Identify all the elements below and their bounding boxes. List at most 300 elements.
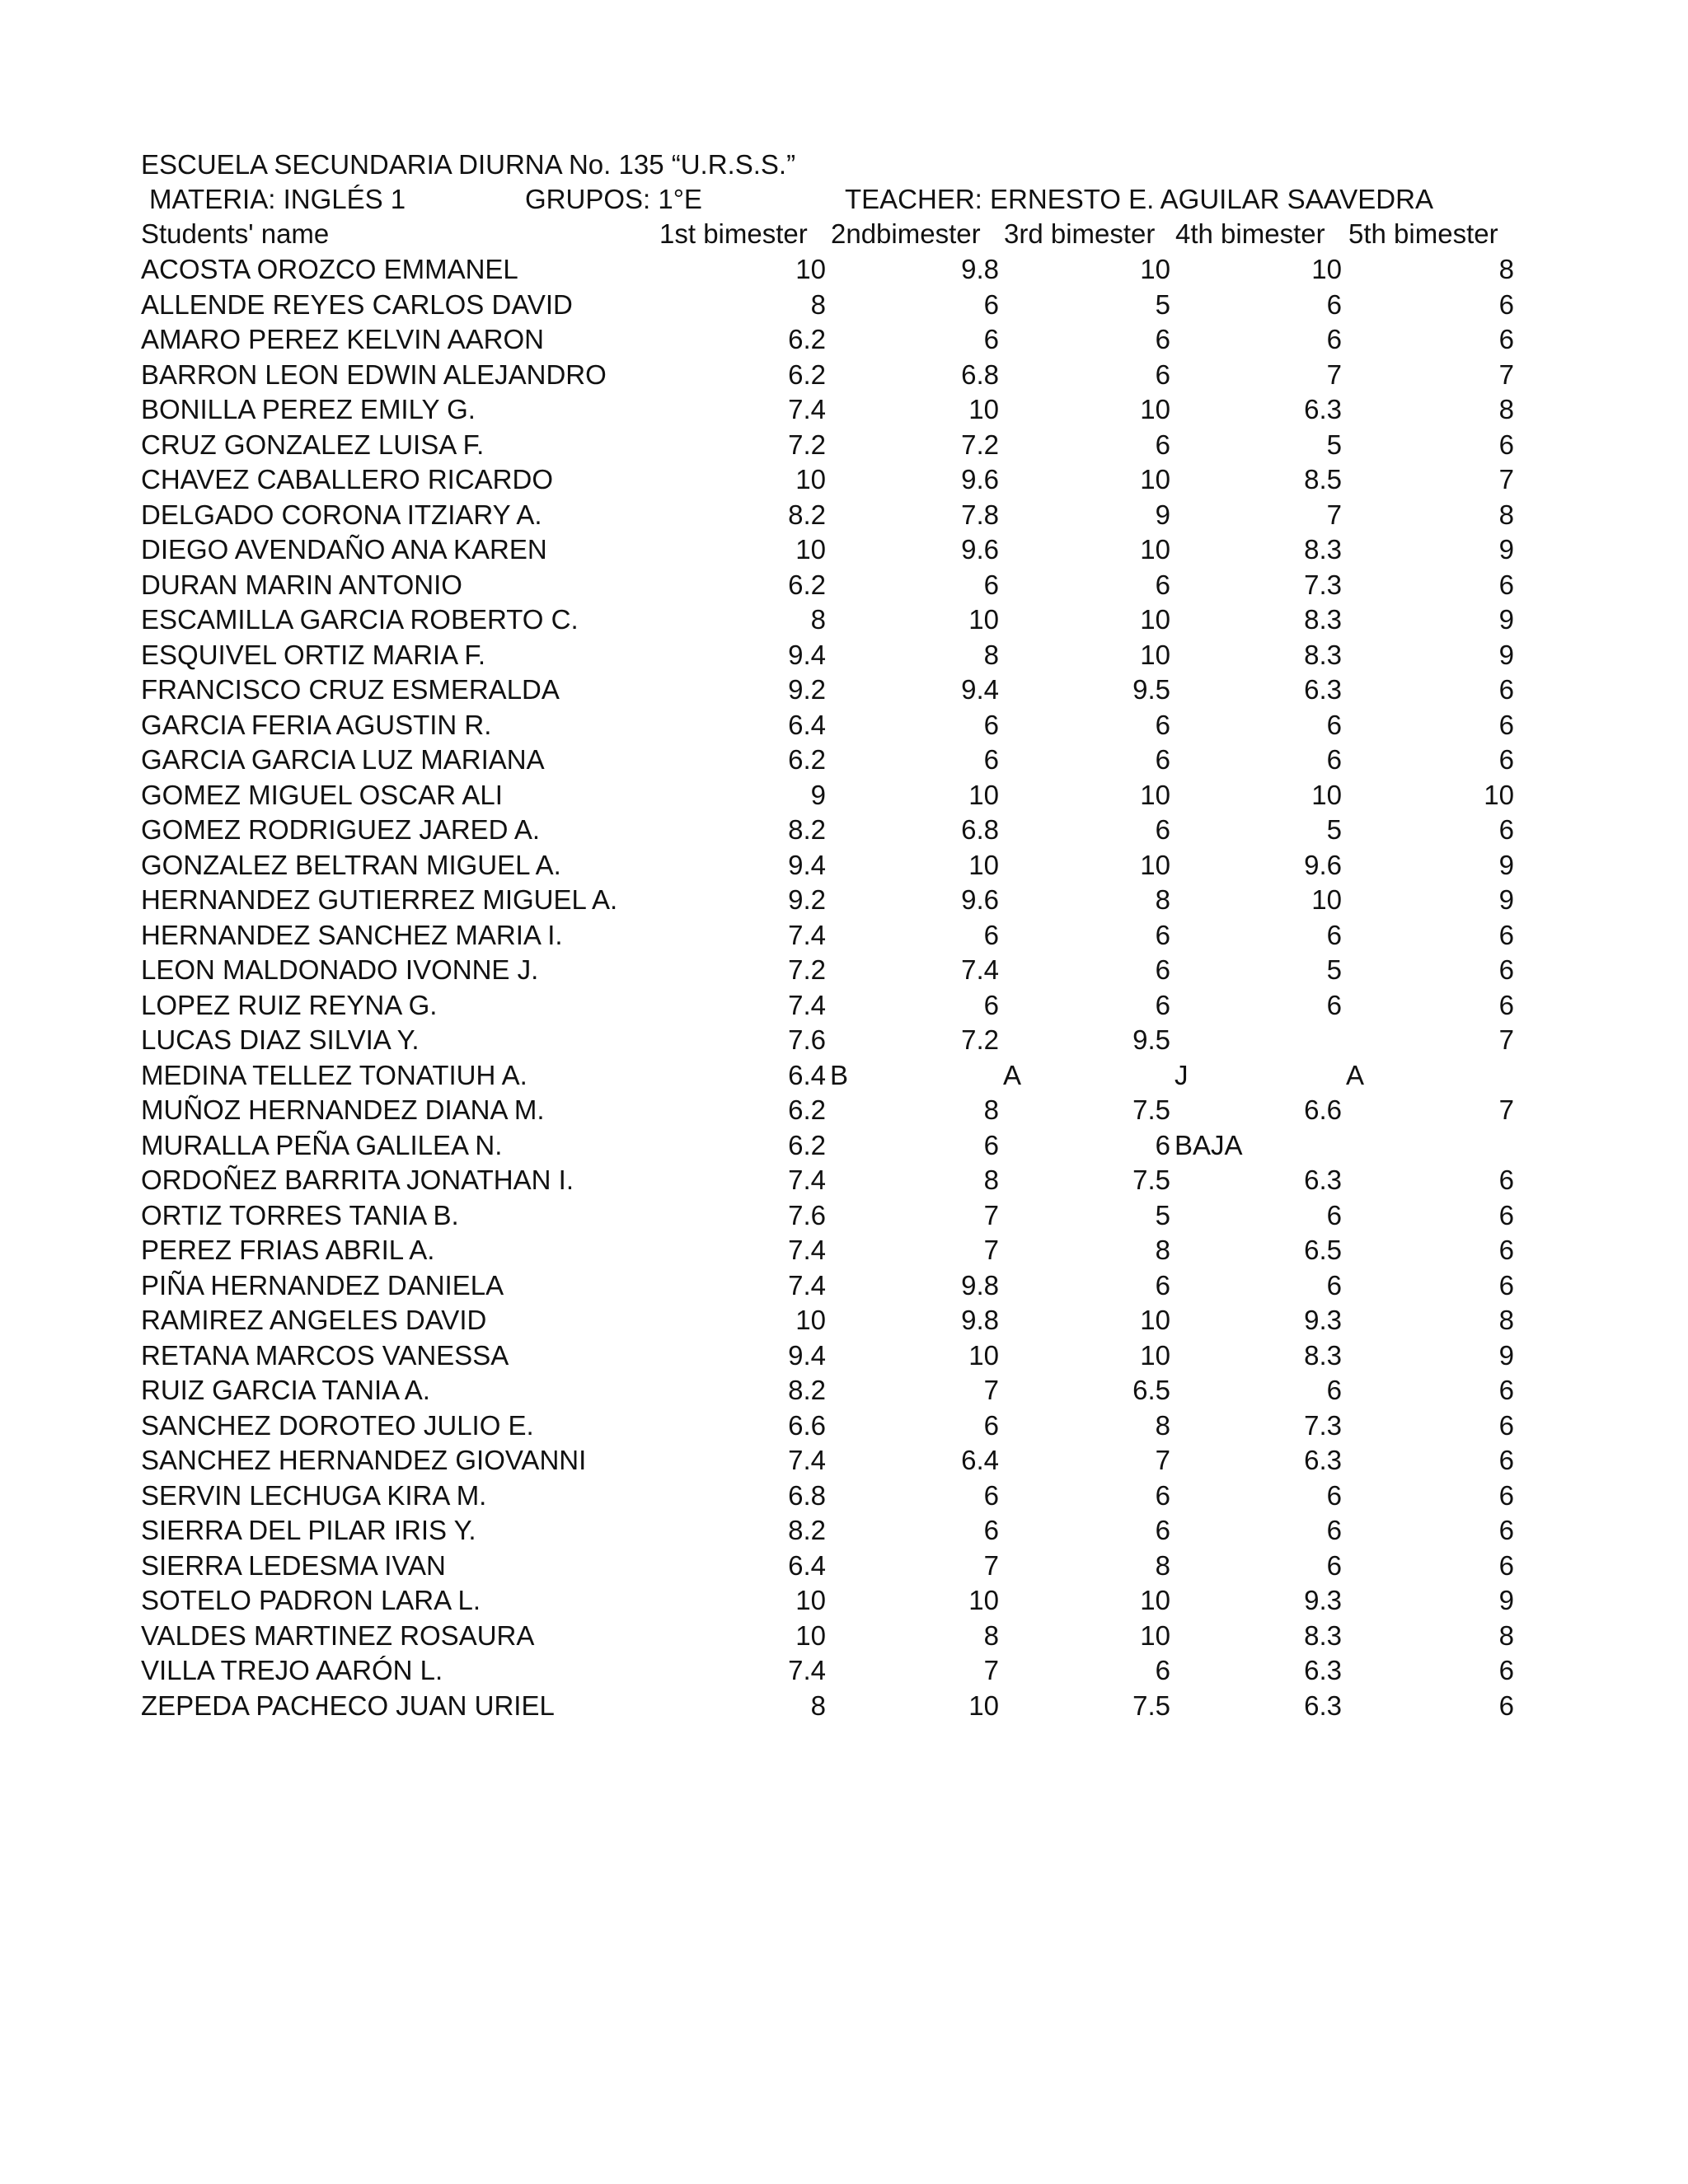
table-row: [0, 1338, 1688, 1374]
grade-bimester-3: 8: [1155, 1409, 1170, 1441]
student-name: LEON MALDONADO IVONNE J.: [141, 954, 539, 985]
grade-bimester-3: 10: [1140, 779, 1170, 810]
grade-bimester-1: 6.4: [788, 709, 826, 740]
grade-bimester-1: 10: [795, 1619, 826, 1651]
grade-bimester-3: 10: [1140, 464, 1170, 494]
grade-bimester-3: 10: [1140, 534, 1170, 565]
grade-bimester-4: 9.6: [1304, 849, 1342, 880]
grade-bimester-3: 6: [1155, 429, 1170, 460]
school-title: ESCUELA SECUNDARIA DIURNA No. 135 “U.R.S.S.”: [141, 149, 796, 180]
grade-bimester-1: 6.2: [788, 1094, 826, 1125]
grade-bimester-4: 10: [1311, 254, 1342, 284]
table-row: [0, 1513, 1688, 1549]
grade-bimester-4: 6: [1326, 1269, 1342, 1301]
grade-bimester-4: 6: [1326, 1515, 1342, 1545]
grade-bimester-4: 7.3: [1304, 569, 1342, 600]
column-header-bimester-5: 5th bimester: [1348, 218, 1498, 249]
grade-bimester-2: 7: [983, 1375, 999, 1405]
table-row: [0, 358, 1688, 393]
grade-bimester-5: 9: [1498, 1339, 1514, 1371]
student-name: LOPEZ RUIZ REYNA G.: [141, 989, 438, 1020]
grade-bimester-4: 8.3: [1304, 639, 1342, 670]
table-row: [0, 1443, 1688, 1479]
table-row: [0, 602, 1688, 638]
grade-bimester-1: 7.4: [788, 989, 826, 1020]
grade-bimester-1: 6.2: [788, 324, 826, 354]
table-row: [0, 1583, 1688, 1619]
grade-bimester-4: 8.3: [1304, 1619, 1342, 1651]
grade-bimester-5: 6: [1498, 288, 1514, 320]
grade-bimester-5: 6: [1498, 1375, 1514, 1405]
grade-bimester-4: 6: [1326, 709, 1342, 740]
grade-bimester-1: 7.2: [788, 429, 826, 460]
grade-bimester-3: 6: [1155, 359, 1170, 390]
student-name: SANCHEZ DOROTEO JULIO E.: [141, 1409, 534, 1441]
grade-bimester-4: 7.3: [1304, 1409, 1342, 1441]
grade-bimester-3: 9.5: [1132, 674, 1170, 705]
grade-bimester-3: 10: [1140, 394, 1170, 424]
grade-bimester-5: 6: [1498, 1690, 1514, 1721]
grade-bimester-1: 6.4: [788, 1549, 826, 1581]
grade-bimester-5: 8: [1498, 1305, 1514, 1335]
grade-bimester-4: 6.6: [1304, 1094, 1342, 1125]
grade-bimester-3: 10: [1140, 1585, 1170, 1615]
grade-bimester-2: 6: [983, 1479, 999, 1511]
grade-bimester-1: 6.4: [788, 1059, 826, 1090]
table-row: [0, 1549, 1688, 1584]
grade-bimester-4: 6: [1326, 919, 1342, 950]
grade-bimester-1: 7.6: [788, 1024, 826, 1055]
grade-bimester-1: 9: [810, 779, 826, 810]
grade-bimester-3: 6: [1155, 989, 1170, 1020]
grade-bimester-1: 8.2: [788, 1515, 826, 1545]
column-header-bimester-1: 1st bimester: [659, 218, 808, 249]
grade-bimester-2: 9.6: [961, 884, 999, 915]
student-name: CHAVEZ CABALLERO RICARDO: [141, 464, 553, 494]
grade-bimester-5: 6: [1498, 1199, 1514, 1230]
grade-bimester-1: 8: [810, 604, 826, 635]
grade-bimester-1: 9.2: [788, 674, 826, 705]
grade-bimester-5: 6: [1498, 1655, 1514, 1685]
table-row: [0, 1479, 1688, 1514]
grade-bimester-2: 6: [983, 919, 999, 950]
grade-bimester-2: 7.4: [961, 954, 999, 985]
grade-bimester-5: 6: [1498, 674, 1514, 705]
grade-bimester-1: 6.6: [788, 1409, 826, 1441]
grade-bimester-4: 8.5: [1304, 464, 1342, 494]
grade-bimester-3: 5: [1155, 288, 1170, 320]
grade-bimester-1: 9.2: [788, 884, 826, 915]
grade-bimester-2: 10: [968, 849, 999, 880]
grade-note: A: [1346, 1059, 1365, 1090]
student-name: VILLA TREJO AARÓN L.: [141, 1655, 443, 1685]
grade-bimester-3: 6: [1155, 954, 1170, 985]
grade-bimester-3: 5: [1155, 1199, 1170, 1230]
table-row: [0, 498, 1688, 533]
student-name: GOMEZ RODRIGUEZ JARED A.: [141, 814, 541, 845]
student-name: RETANA MARCOS VANESSA: [141, 1339, 509, 1371]
grade-bimester-3: 6: [1155, 1655, 1170, 1685]
table-row: [0, 428, 1688, 463]
grade-bimester-4: 5: [1326, 429, 1342, 460]
grade-bimester-3: 9: [1155, 499, 1170, 530]
grade-bimester-1: 7.4: [788, 919, 826, 950]
student-grade-table: [0, 252, 1688, 1723]
grade-bimester-5: 9: [1498, 639, 1514, 670]
grade-bimester-2: 8: [983, 1094, 999, 1125]
grade-bimester-3: 10: [1140, 1619, 1170, 1651]
grade-bimester-5: 9: [1498, 534, 1514, 565]
grade-bimester-2: 10: [968, 394, 999, 424]
grade-bimester-1: 9.4: [788, 849, 826, 880]
grade-bimester-5: 10: [1484, 779, 1514, 810]
grade-bimester-5: 7: [1498, 1094, 1514, 1125]
grade-bimester-5: 9: [1498, 884, 1514, 915]
teacher-label: TEACHER: ERNESTO E. AGUILAR SAAVEDRA: [845, 184, 1433, 214]
student-name: SERVIN LECHUGA KIRA M.: [141, 1479, 487, 1511]
table-row: [0, 1058, 1688, 1094]
grade-bimester-4: 5: [1326, 954, 1342, 985]
grade-bimester-2: 7: [983, 1235, 999, 1265]
grade-bimester-5: 6: [1498, 709, 1514, 740]
grade-bimester-1: 6.2: [788, 1129, 826, 1160]
group-label: GRUPOS: 1°E: [525, 184, 702, 214]
grade-bimester-2: 9.8: [961, 1269, 999, 1301]
grade-bimester-4: 6.3: [1304, 674, 1342, 705]
student-name: GARCIA GARCIA LUZ MARIANA: [141, 744, 545, 775]
grade-bimester-4: 8.3: [1304, 1339, 1342, 1371]
student-name: PEREZ FRIAS ABRIL A.: [141, 1235, 435, 1265]
grade-bimester-5: 6: [1498, 954, 1514, 985]
grade-bimester-1: 10: [795, 534, 826, 565]
grade-bimester-2: 7: [983, 1655, 999, 1685]
student-name: ORTIZ TORRES TANIA B.: [141, 1199, 459, 1230]
column-header-name: Students' name: [141, 218, 330, 249]
grade-bimester-1: 10: [795, 464, 826, 494]
grade-bimester-1: 6.2: [788, 744, 826, 775]
grade-bimester-5: 6: [1498, 1515, 1514, 1545]
grade-bimester-1: 10: [795, 1305, 826, 1335]
grade-bimester-3: 7: [1155, 1445, 1170, 1475]
student-name: GONZALEZ BELTRAN MIGUEL A.: [141, 849, 561, 880]
table-row: [0, 532, 1688, 568]
grade-bimester-3: 6: [1155, 1479, 1170, 1511]
grade-bimester-1: 9.4: [788, 639, 826, 670]
student-name: BONILLA PEREZ EMILY G.: [141, 394, 476, 424]
student-name: SANCHEZ HERNANDEZ GIOVANNI: [141, 1445, 587, 1475]
table-row: [0, 462, 1688, 498]
grade-bimester-4: 7: [1326, 499, 1342, 530]
table-row: [0, 1233, 1688, 1268]
grade-bimester-4: 6: [1326, 989, 1342, 1020]
grade-bimester-1: 6.8: [788, 1479, 826, 1511]
grade-bimester-2: 9.8: [961, 1305, 999, 1335]
table-row: [0, 568, 1688, 603]
grade-bimester-2: 6: [983, 324, 999, 354]
grade-bimester-4: 9.3: [1304, 1305, 1342, 1335]
grade-bimester-2: 6.4: [961, 1445, 999, 1475]
grade-bimester-4: 9.3: [1304, 1585, 1342, 1615]
grade-bimester-3: 7.5: [1132, 1690, 1170, 1721]
student-name: CRUZ GONZALEZ LUISA F.: [141, 429, 485, 460]
grade-bimester-2: 7.2: [961, 1024, 999, 1055]
grade-bimester-4: 8.3: [1304, 604, 1342, 635]
grade-bimester-4: 6: [1326, 1549, 1342, 1581]
grade-bimester-3: 6: [1155, 1129, 1170, 1160]
student-name: HERNANDEZ GUTIERREZ MIGUEL A.: [141, 884, 618, 915]
grade-bimester-4: 6: [1326, 1199, 1342, 1230]
grade-bimester-2: 8: [983, 1165, 999, 1195]
student-name: SIERRA LEDESMA IVAN: [141, 1549, 446, 1581]
grade-bimester-4: 6: [1326, 324, 1342, 354]
table-row: [0, 953, 1688, 988]
grade-bimester-2: 10: [968, 779, 999, 810]
subject-label: MATERIA: INGLÉS 1: [149, 184, 406, 214]
grade-bimester-2: 6: [983, 1409, 999, 1441]
grade-bimester-5: 9: [1498, 604, 1514, 635]
grade-bimester-5: 6: [1498, 324, 1514, 354]
student-name: GARCIA FERIA AGUSTIN R.: [141, 709, 492, 740]
student-name: SIERRA DEL PILAR IRIS Y.: [141, 1515, 476, 1545]
grade-bimester-3: 6: [1155, 324, 1170, 354]
grade-bimester-1: 7.4: [788, 1235, 826, 1265]
grade-bimester-2: 6: [983, 744, 999, 775]
student-name: DIEGO AVENDAÑO ANA KAREN: [141, 534, 547, 565]
column-header-bimester-4: 4th bimester: [1175, 218, 1325, 249]
grade-bimester-4: 10: [1311, 884, 1342, 915]
grade-bimester-1: 7.4: [788, 1655, 826, 1685]
table-row: [0, 918, 1688, 954]
grade-bimester-4: 6.3: [1304, 1690, 1342, 1721]
grade-note: A: [1003, 1059, 1022, 1090]
grade-bimester-1: 6.2: [788, 569, 826, 600]
student-name: RAMIREZ ANGELES DAVID: [141, 1305, 487, 1335]
grade-bimester-2: 9.6: [961, 534, 999, 565]
grade-bimester-4: 6.5: [1304, 1235, 1342, 1265]
grade-bimester-5: 6: [1498, 1165, 1514, 1195]
grade-bimester-5: 8: [1498, 1619, 1514, 1651]
student-name: AMARO PEREZ KELVIN AARON: [141, 324, 545, 354]
student-name: PIÑA HERNANDEZ DANIELA: [141, 1269, 504, 1301]
grade-bimester-5: 6: [1498, 744, 1514, 775]
table-row: [0, 1093, 1688, 1128]
grade-bimester-4: 6: [1326, 288, 1342, 320]
grade-bimester-5: 6: [1498, 569, 1514, 600]
grade-bimester-2: 6: [983, 1515, 999, 1545]
grade-bimester-2: 7.8: [961, 499, 999, 530]
table-row: [0, 708, 1688, 743]
grade-bimester-2: 7: [983, 1549, 999, 1581]
grade-bimester-2: 6: [983, 989, 999, 1020]
grade-bimester-2: 7: [983, 1199, 999, 1230]
table-row: [0, 778, 1688, 813]
grade-bimester-3: 6: [1155, 744, 1170, 775]
grade-bimester-2: 6.8: [961, 814, 999, 845]
grade-bimester-1: 8.2: [788, 499, 826, 530]
table-row: [0, 1653, 1688, 1689]
student-name: RUIZ GARCIA TANIA A.: [141, 1375, 430, 1405]
grade-bimester-1: 7.4: [788, 394, 826, 424]
grade-bimester-2: 10: [968, 1585, 999, 1615]
student-name: FRANCISCO CRUZ ESMERALDA: [141, 674, 560, 705]
grade-bimester-3: 6.5: [1132, 1375, 1170, 1405]
grade-bimester-4: 5: [1326, 814, 1342, 845]
grade-bimester-4: 8.3: [1304, 534, 1342, 565]
grade-bimester-5: 7: [1498, 1024, 1514, 1055]
student-name: MUÑOZ HERNANDEZ DIANA M.: [141, 1094, 545, 1125]
grade-bimester-3: 8: [1155, 1549, 1170, 1581]
grade-bimester-3: 8: [1155, 1235, 1170, 1265]
column-header-bimester-3: 3rd bimester: [1004, 218, 1156, 249]
grade-bimester-3: 10: [1140, 604, 1170, 635]
student-name: HERNANDEZ SANCHEZ MARIA I.: [141, 919, 563, 950]
grade-bimester-5: 9: [1498, 849, 1514, 880]
table-row: [0, 883, 1688, 918]
grade-bimester-2: 8: [983, 639, 999, 670]
grade-bimester-3: 10: [1140, 1305, 1170, 1335]
grade-bimester-5: 6: [1498, 1409, 1514, 1441]
grade-bimester-2: 10: [968, 604, 999, 635]
grade-bimester-4: 6.3: [1304, 1655, 1342, 1685]
grade-bimester-1: 8.2: [788, 814, 826, 845]
grade-bimester-2: 6: [983, 288, 999, 320]
grade-bimester-5: 6: [1498, 919, 1514, 950]
grade-bimester-1: 6.2: [788, 359, 826, 390]
table-row: [0, 1198, 1688, 1234]
table-row: [0, 1303, 1688, 1338]
grade-bimester-2: 6: [983, 569, 999, 600]
table-row: [0, 1023, 1688, 1058]
student-name: DURAN MARIN ANTONIO: [141, 569, 462, 600]
student-name: ACOSTA OROZCO EMMANEL: [141, 254, 518, 284]
student-name: SOTELO PADRON LARA L.: [141, 1585, 481, 1615]
grade-bimester-5: 6: [1498, 1479, 1514, 1511]
grade-bimester-4: 6.3: [1304, 1445, 1342, 1475]
grade-bimester-3: 10: [1140, 254, 1170, 284]
grade-bimester-3: 10: [1140, 639, 1170, 670]
table-row: [0, 1373, 1688, 1408]
grade-bimester-5: 6: [1498, 1235, 1514, 1265]
student-name: GOMEZ MIGUEL OSCAR ALI: [141, 779, 503, 810]
grade-bimester-5: 9: [1498, 1585, 1514, 1615]
table-row: [0, 813, 1688, 848]
grade-bimester-4: 6.3: [1304, 394, 1342, 424]
grade-bimester-1: 8: [810, 288, 826, 320]
student-name: VALDES MARTINEZ ROSAURA: [141, 1619, 535, 1651]
grade-bimester-1: 7.4: [788, 1445, 826, 1475]
grade-bimester-2: 9.8: [961, 254, 999, 284]
student-name: LUCAS DIAZ SILVIA Y.: [141, 1024, 420, 1055]
student-name: MEDINA TELLEZ TONATIUH A.: [141, 1059, 528, 1090]
table-row: [0, 638, 1688, 673]
table-row: [0, 1689, 1688, 1724]
grade-bimester-3: 10: [1140, 849, 1170, 880]
column-header-bimester-2: 2ndbimester: [831, 218, 981, 249]
table-row: [0, 988, 1688, 1024]
table-row: [0, 1619, 1688, 1654]
student-name: ESQUIVEL ORTIZ MARIA F.: [141, 639, 486, 670]
grade-bimester-4: 6: [1326, 1479, 1342, 1511]
grade-bimester-2: 6: [983, 709, 999, 740]
student-name: BARRON LEON EDWIN ALEJANDRO: [141, 359, 607, 390]
grade-bimester-2: 10: [968, 1690, 999, 1721]
grade-bimester-4: 10: [1311, 779, 1342, 810]
table-row: [0, 1408, 1688, 1444]
grade-bimester-5: 6: [1498, 814, 1514, 845]
table-row: [0, 848, 1688, 883]
grade-bimester-3: 6: [1155, 1515, 1170, 1545]
grade-bimester-1: 10: [795, 1585, 826, 1615]
grade-bimester-3: 6: [1155, 814, 1170, 845]
grade-bimester-3: 6: [1155, 1269, 1170, 1301]
grade-bimester-1: 7.2: [788, 954, 826, 985]
grade-bimester-2: 10: [968, 1339, 999, 1371]
grade-bimester-5: 6: [1498, 989, 1514, 1020]
student-name: ESCAMILLA GARCIA ROBERTO C.: [141, 604, 579, 635]
grade-bimester-3: 8: [1155, 884, 1170, 915]
table-row: [0, 288, 1688, 323]
table-row: [0, 1163, 1688, 1198]
grade-bimester-3: 7.5: [1132, 1094, 1170, 1125]
grade-bimester-2: 6: [983, 1129, 999, 1160]
grade-bimester-1: 10: [795, 254, 826, 284]
student-name: MURALLA PEÑA GALILEA N.: [141, 1129, 503, 1160]
student-name: ZEPEDA PACHECO JUAN URIEL: [141, 1690, 555, 1721]
grade-bimester-5: 8: [1498, 394, 1514, 424]
grade-note: BAJA: [1175, 1129, 1243, 1160]
grade-note: J: [1175, 1059, 1189, 1090]
student-name: DELGADO CORONA ITZIARY A.: [141, 499, 542, 530]
grade-bimester-2: 7.2: [961, 429, 999, 460]
grade-bimester-4: 6: [1326, 1375, 1342, 1405]
table-row: [0, 743, 1688, 778]
grade-bimester-1: 7.4: [788, 1165, 826, 1195]
grade-bimester-3: 10: [1140, 1339, 1170, 1371]
table-row: [0, 392, 1688, 428]
grade-note: B: [830, 1059, 849, 1090]
grade-bimester-5: 8: [1498, 254, 1514, 284]
grade-bimester-5: 6: [1498, 429, 1514, 460]
grade-bimester-5: 8: [1498, 499, 1514, 530]
grade-bimester-4: 6.3: [1304, 1165, 1342, 1195]
grade-bimester-3: 7.5: [1132, 1165, 1170, 1195]
grade-bimester-2: 9.6: [961, 464, 999, 494]
grade-bimester-2: 9.4: [961, 674, 999, 705]
student-name: ALLENDE REYES CARLOS DAVID: [141, 288, 573, 320]
grade-bimester-2: 6.8: [961, 359, 999, 390]
table-row: [0, 673, 1688, 708]
grade-bimester-4: 7: [1326, 359, 1342, 390]
grade-bimester-3: 6: [1155, 919, 1170, 950]
grade-bimester-3: 6: [1155, 569, 1170, 600]
grade-bimester-5: 6: [1498, 1549, 1514, 1581]
grade-bimester-3: 6: [1155, 709, 1170, 740]
grade-bimester-2: 8: [983, 1619, 999, 1651]
table-row: [0, 252, 1688, 288]
student-name: ORDOÑEZ BARRITA JONATHAN I.: [141, 1165, 574, 1195]
grade-bimester-1: 9.4: [788, 1339, 826, 1371]
grade-bimester-1: 7.4: [788, 1269, 826, 1301]
grade-bimester-5: 6: [1498, 1445, 1514, 1475]
grade-bimester-5: 6: [1498, 1269, 1514, 1301]
table-row: [0, 1268, 1688, 1304]
grade-bimester-4: 6: [1326, 744, 1342, 775]
grade-bimester-1: 8.2: [788, 1375, 826, 1405]
table-row: [0, 322, 1688, 358]
grade-bimester-5: 7: [1498, 464, 1514, 494]
grade-bimester-3: 9.5: [1132, 1024, 1170, 1055]
grade-bimester-1: 7.6: [788, 1199, 826, 1230]
